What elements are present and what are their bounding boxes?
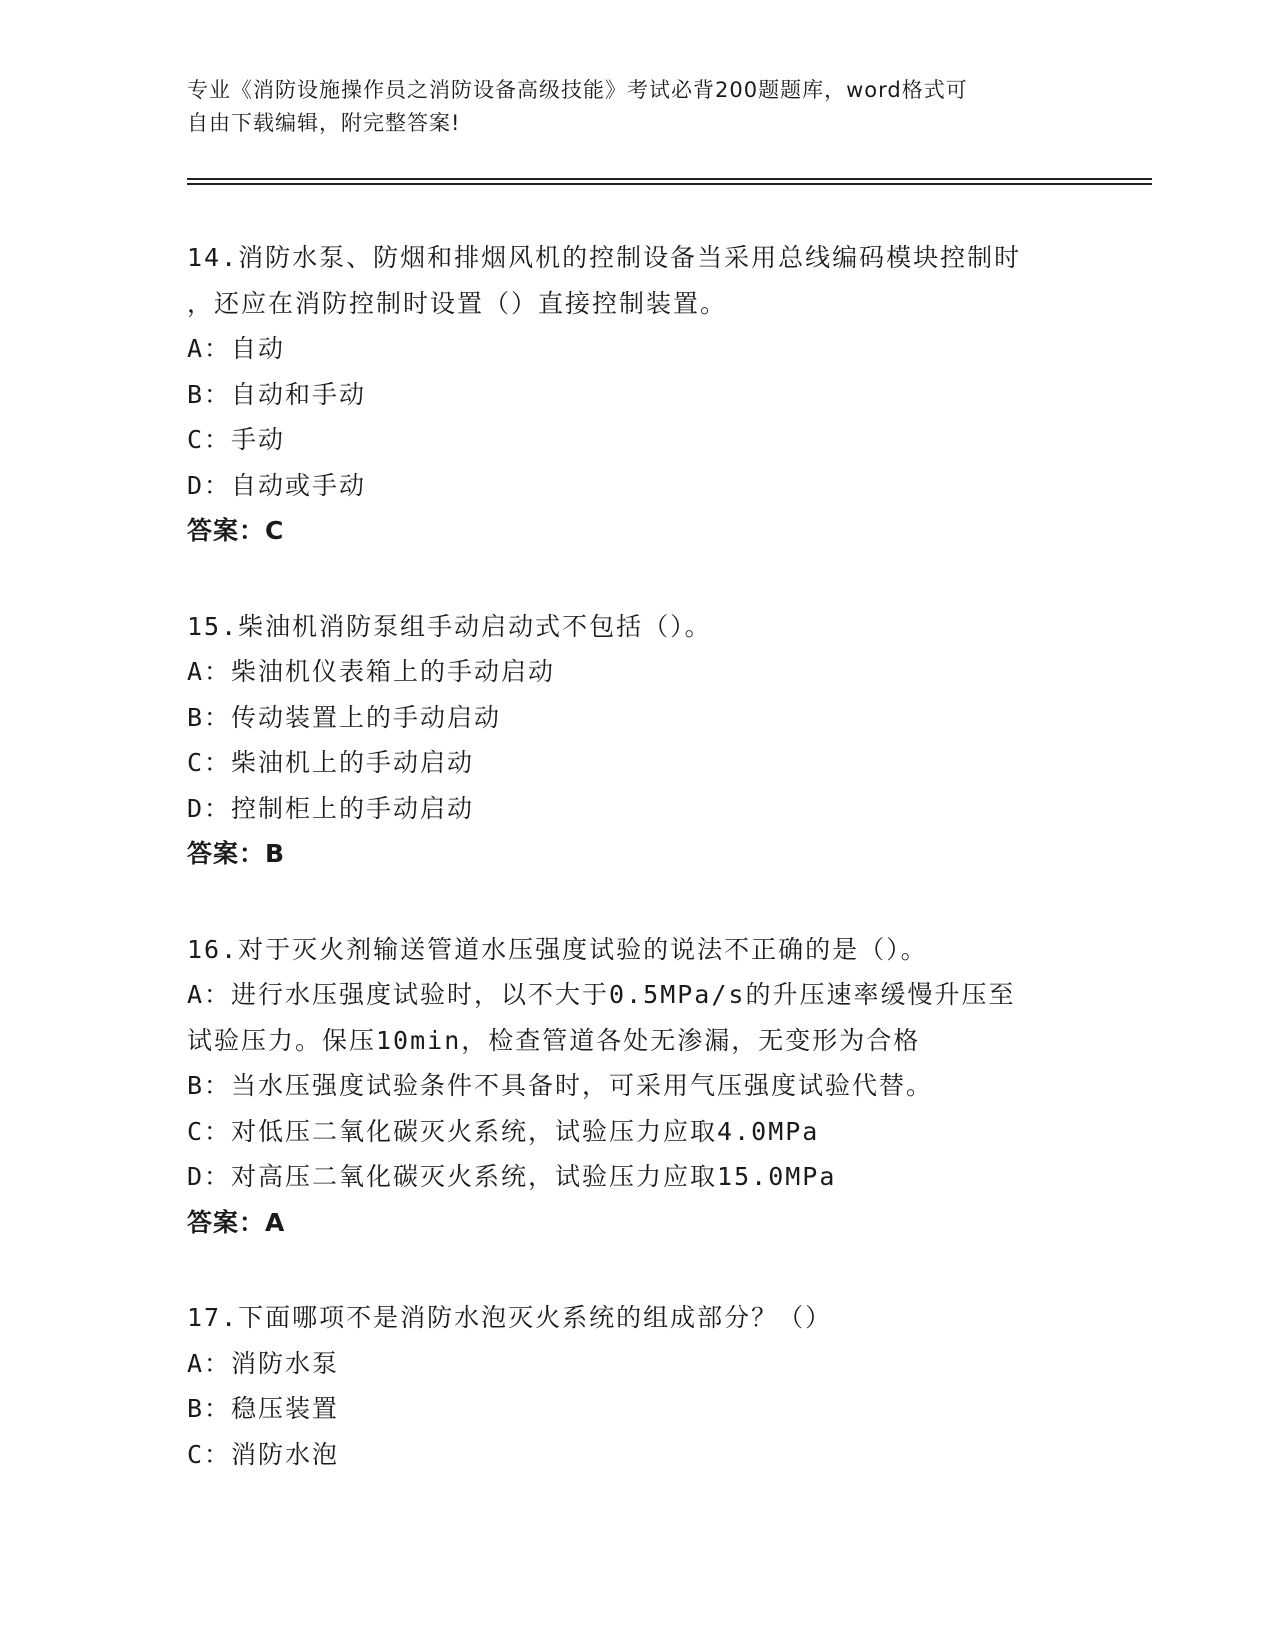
option-c: C：柴油机上的手动启动 xyxy=(187,748,475,777)
option-c: C：对低压二氧化碳灭火系统，试验压力应取4.0MPa xyxy=(187,1116,820,1146)
option-b: B：稳压装置 xyxy=(187,1394,340,1423)
question-stem-line: 16.对于灭火剂输送管道水压强度试验的说法不正确的是（）。 xyxy=(187,934,928,964)
question-stem-line: 15.柴油机消防泵组手动启动式不包括（）。 xyxy=(187,611,712,641)
option-b: B：传动装置上的手动启动 xyxy=(187,702,502,732)
question-list xyxy=(187,235,1087,1527)
question-stem-line: 17.下面哪项不是消防水泡灭火系统的组成部分？（） xyxy=(187,1303,833,1332)
option-a: A：柴油机仪表箱上的手动启动 xyxy=(187,657,556,686)
question-16 xyxy=(187,927,1087,1246)
option-a: A：进行水压强度试验时，以不大于0.5MPa/s的升压速率缓慢升压至 xyxy=(187,980,1016,1009)
option-d: D：自动或手动 xyxy=(187,470,367,500)
option-c: C：消防水泡 xyxy=(187,1439,340,1469)
question-stem-line: ，还应在消防控制时设置（）直接控制装置。 xyxy=(187,288,728,318)
question-15 xyxy=(187,604,1087,877)
option-d: D：对高压二氧化碳灭火系统，试验压力应取15.0MPa xyxy=(187,1162,837,1191)
answer-label: 答案：C xyxy=(187,516,285,545)
option-c: C：手动 xyxy=(187,425,286,454)
document-header xyxy=(187,74,1087,140)
option-a: A：消防水泵 xyxy=(187,1348,340,1378)
header-divider-top xyxy=(187,178,1152,180)
answer-label: 答案：B xyxy=(187,839,286,868)
option-a: A：自动 xyxy=(187,334,286,363)
option-b: B：当水压强度试验条件不具备时，可采用气压强度试验代替。 xyxy=(187,1071,934,1100)
header-line-2: 自由下载编辑，附完整答案! xyxy=(187,111,461,135)
answer-label: 答案：A xyxy=(187,1207,286,1237)
option-a-continued: 试验压力。保压10min，检查管道各处无渗漏，无变形为合格 xyxy=(187,1025,921,1055)
header-line-1: 专业《消防设施操作员之消防设备高级技能》考试必背200题题库，word格式可 xyxy=(187,78,968,102)
question-17 xyxy=(187,1295,1087,1477)
question-14 xyxy=(187,235,1087,554)
header-divider-bottom xyxy=(187,183,1152,185)
question-stem-line: 14.消防水泵、防烟和排烟风机的控制设备当采用总线编码模块控制时 xyxy=(187,243,1022,272)
option-d: D：控制柜上的手动启动 xyxy=(187,793,475,823)
option-b: B：自动和手动 xyxy=(187,379,367,409)
